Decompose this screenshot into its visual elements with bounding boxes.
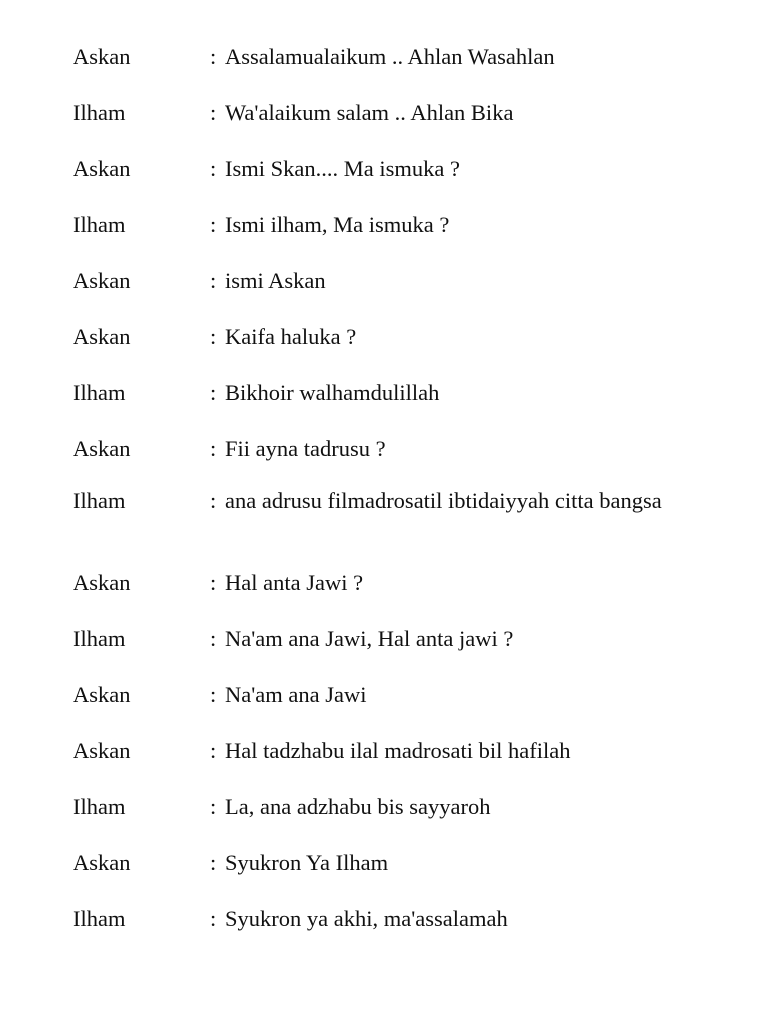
separator: : xyxy=(210,380,217,405)
utterance-text: Wa'alaikum salam .. Ahlan Bika xyxy=(225,100,514,125)
speaker-name: Askan xyxy=(73,682,131,707)
speaker-name: Ilham xyxy=(73,626,126,651)
dialogue-line xyxy=(73,680,673,736)
speaker-name: Askan xyxy=(73,570,131,595)
dialogue-line xyxy=(73,322,673,378)
speaker-name: Ilham xyxy=(73,794,126,819)
speaker-name: Ilham xyxy=(73,906,126,931)
speaker-name: Askan xyxy=(73,738,131,763)
separator: : xyxy=(210,488,217,513)
dialogue-line xyxy=(73,210,673,266)
speaker-name: Ilham xyxy=(73,488,126,513)
dialogue-line xyxy=(73,568,673,624)
utterance-text: Hal tadzhabu ilal madrosati bil hafilah xyxy=(225,738,571,763)
dialogue-line xyxy=(73,904,673,960)
speaker-name: Askan xyxy=(73,268,131,293)
separator: : xyxy=(210,268,217,293)
utterance-text: Syukron ya akhi, ma'assalamah xyxy=(225,906,508,931)
utterance-text: Na'am ana Jawi, Hal anta jawi ? xyxy=(225,626,514,651)
separator: : xyxy=(210,156,217,181)
utterance-text: Assalamualaikum .. Ahlan Wasahlan xyxy=(225,44,555,69)
separator: : xyxy=(210,906,217,931)
speaker-name: Ilham xyxy=(73,380,126,405)
dialogue-line xyxy=(73,848,673,904)
separator: : xyxy=(210,794,217,819)
separator: : xyxy=(210,570,217,595)
separator: : xyxy=(210,436,217,461)
separator: : xyxy=(210,738,217,763)
separator: : xyxy=(210,100,217,125)
utterance-text: ismi Askan xyxy=(225,268,326,293)
dialogue-line xyxy=(73,42,673,98)
separator: : xyxy=(210,212,217,237)
separator: : xyxy=(210,626,217,651)
dialogue-line xyxy=(73,624,673,680)
separator: : xyxy=(210,850,217,875)
utterance-text: Na'am ana Jawi xyxy=(225,682,367,707)
speaker-name: Askan xyxy=(73,156,131,181)
utterance-text: Ismi ilham, Ma ismuka ? xyxy=(225,212,450,237)
dialogue-line xyxy=(73,266,673,322)
dialogue-line xyxy=(73,736,673,792)
utterance-text: Fii ayna tadrusu ? xyxy=(225,436,386,461)
dialogue-line xyxy=(73,434,673,486)
utterance-text: Bikhoir walhamdulillah xyxy=(225,380,440,405)
utterance-text: La, ana adzhabu bis sayyaroh xyxy=(225,794,491,819)
dialogue-line xyxy=(73,378,673,434)
dialogue-line xyxy=(73,486,673,568)
speaker-name: Askan xyxy=(73,324,131,349)
speaker-name: Askan xyxy=(73,436,131,461)
utterance-text: Kaifa haluka ? xyxy=(225,324,357,349)
speaker-name: Ilham xyxy=(73,100,126,125)
separator: : xyxy=(210,682,217,707)
speaker-name: Ilham xyxy=(73,212,126,237)
dialogue-transcript xyxy=(73,42,673,960)
dialogue-line xyxy=(73,792,673,848)
dialogue-line xyxy=(73,98,673,154)
utterance-text: Hal anta Jawi ? xyxy=(225,570,364,595)
dialogue-line xyxy=(73,154,673,210)
separator: : xyxy=(210,44,217,69)
utterance-text: ana adrusu filmadrosatil ibtidaiyyah citta bangsa xyxy=(225,488,662,513)
utterance-text: Syukron Ya Ilham xyxy=(225,850,389,875)
utterance-text: Ismi Skan.... Ma ismuka ? xyxy=(225,156,460,181)
speaker-name: Askan xyxy=(73,44,131,69)
separator: : xyxy=(210,324,217,349)
speaker-name: Askan xyxy=(73,850,131,875)
